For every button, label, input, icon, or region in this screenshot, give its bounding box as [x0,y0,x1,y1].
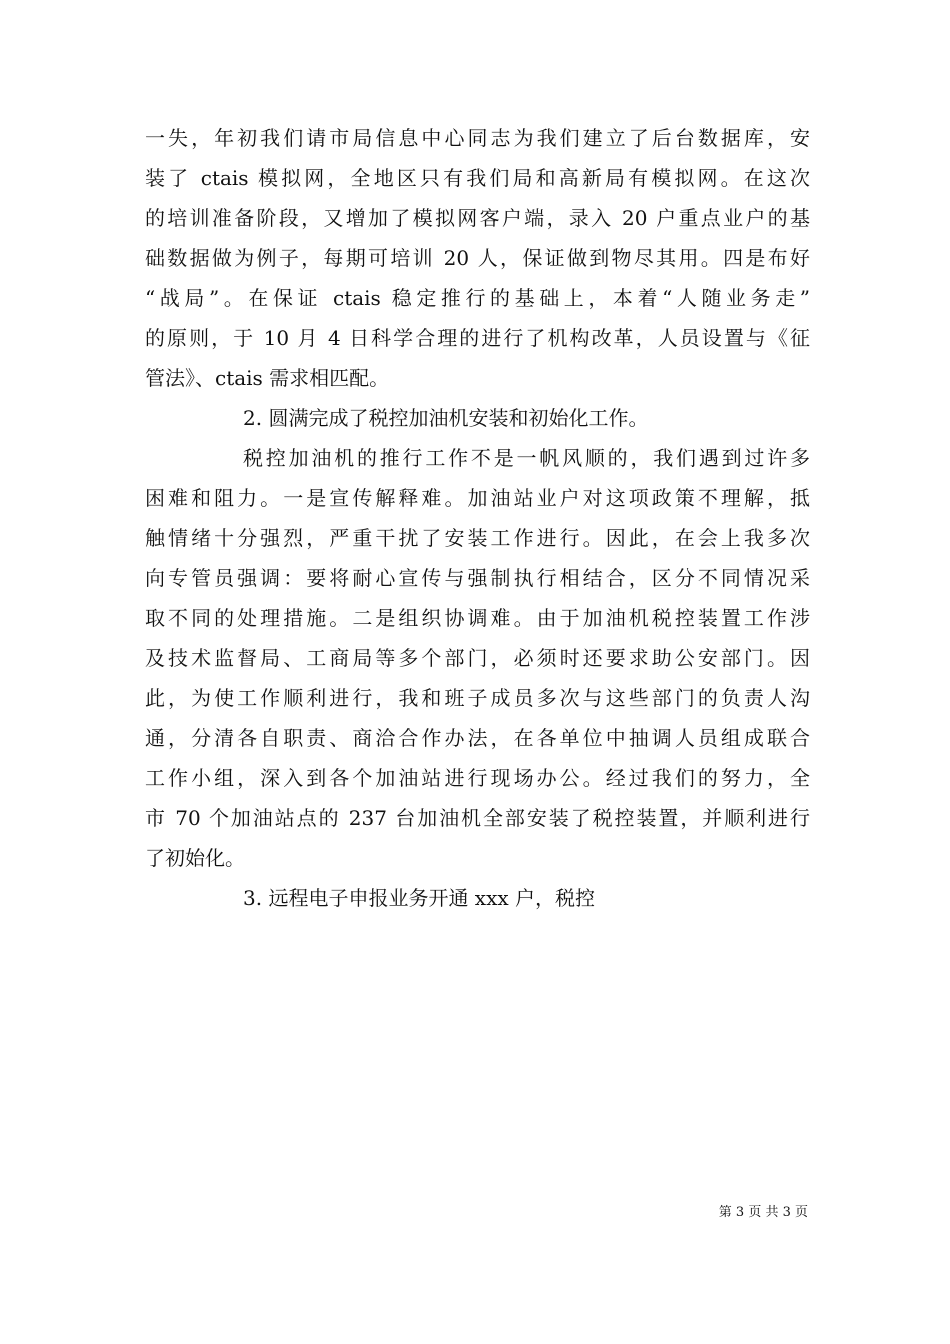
section-heading: 2. 圆满完成了税控加油机安装和初始化工作。 [243,406,649,430]
paragraph-line: 市 70 个加油站点的 237 台加油机全部安装了税控装置，并顺利进行 [145,806,810,830]
paragraph-line: “战局”。在保证 ctais 稳定推行的基础上，本着“人随业务走” [145,286,810,310]
paragraph-line: 的原则，于 10 月 4 日科学合理的进行了机构改革，人员设置与《征 [145,326,810,350]
page-number: 第 3 页 共 3 页 [718,1205,808,1220]
paragraph-line: 触情绪十分强烈，严重干扰了安装工作进行。因此，在会上我多次 [145,526,810,550]
paragraph-line: 向专管员强调：要将耐心宣传与强制执行相结合，区分不同情况采 [145,566,810,590]
paragraph-line: 管法》、ctais 需求相匹配。 [145,366,390,390]
paragraph-line: 及技术监督局、工商局等多个部门，必须时还要求助公安部门。因 [145,646,810,670]
paragraph-line: 此，为使工作顺利进行，我和班子成员多次与这些部门的负责人沟 [145,686,810,710]
paragraph-line: 工作小组，深入到各个加油站进行现场办公。经过我们的努力，全 [145,766,810,790]
paragraph-line: 装了 ctais 模拟网，全地区只有我们局和高新局有模拟网。在这次 [145,166,810,190]
paragraph-line: 了初始化。 [145,846,245,870]
paragraph-line: 税控加油机的推行工作不是一帆风顺的，我们遇到过许多 [243,446,810,470]
paragraph-line: 通，分清各自职责、商洽合作办法，在各单位中抽调人员组成联合 [145,726,810,750]
paragraph-line: 取不同的处理措施。二是组织协调难。由于加油机税控装置工作涉 [145,606,810,630]
paragraph-line: 的培训准备阶段，又增加了模拟网客户端，录入 20 户重点业户的基 [145,206,810,230]
paragraph-line: 一失，年初我们请市局信息中心同志为我们建立了后台数据库，安 [145,126,810,150]
paragraph-line: 础数据做为例子，每期可培训 20 人，保证做到物尽其用。四是布好 [145,246,810,270]
paragraph-line: 困难和阻力。一是宣传解释难。加油站业户对这项政策不理解，抵 [145,486,810,510]
section-heading: 3. 远程电子申报业务开通 xxx 户，税控 [243,886,595,910]
